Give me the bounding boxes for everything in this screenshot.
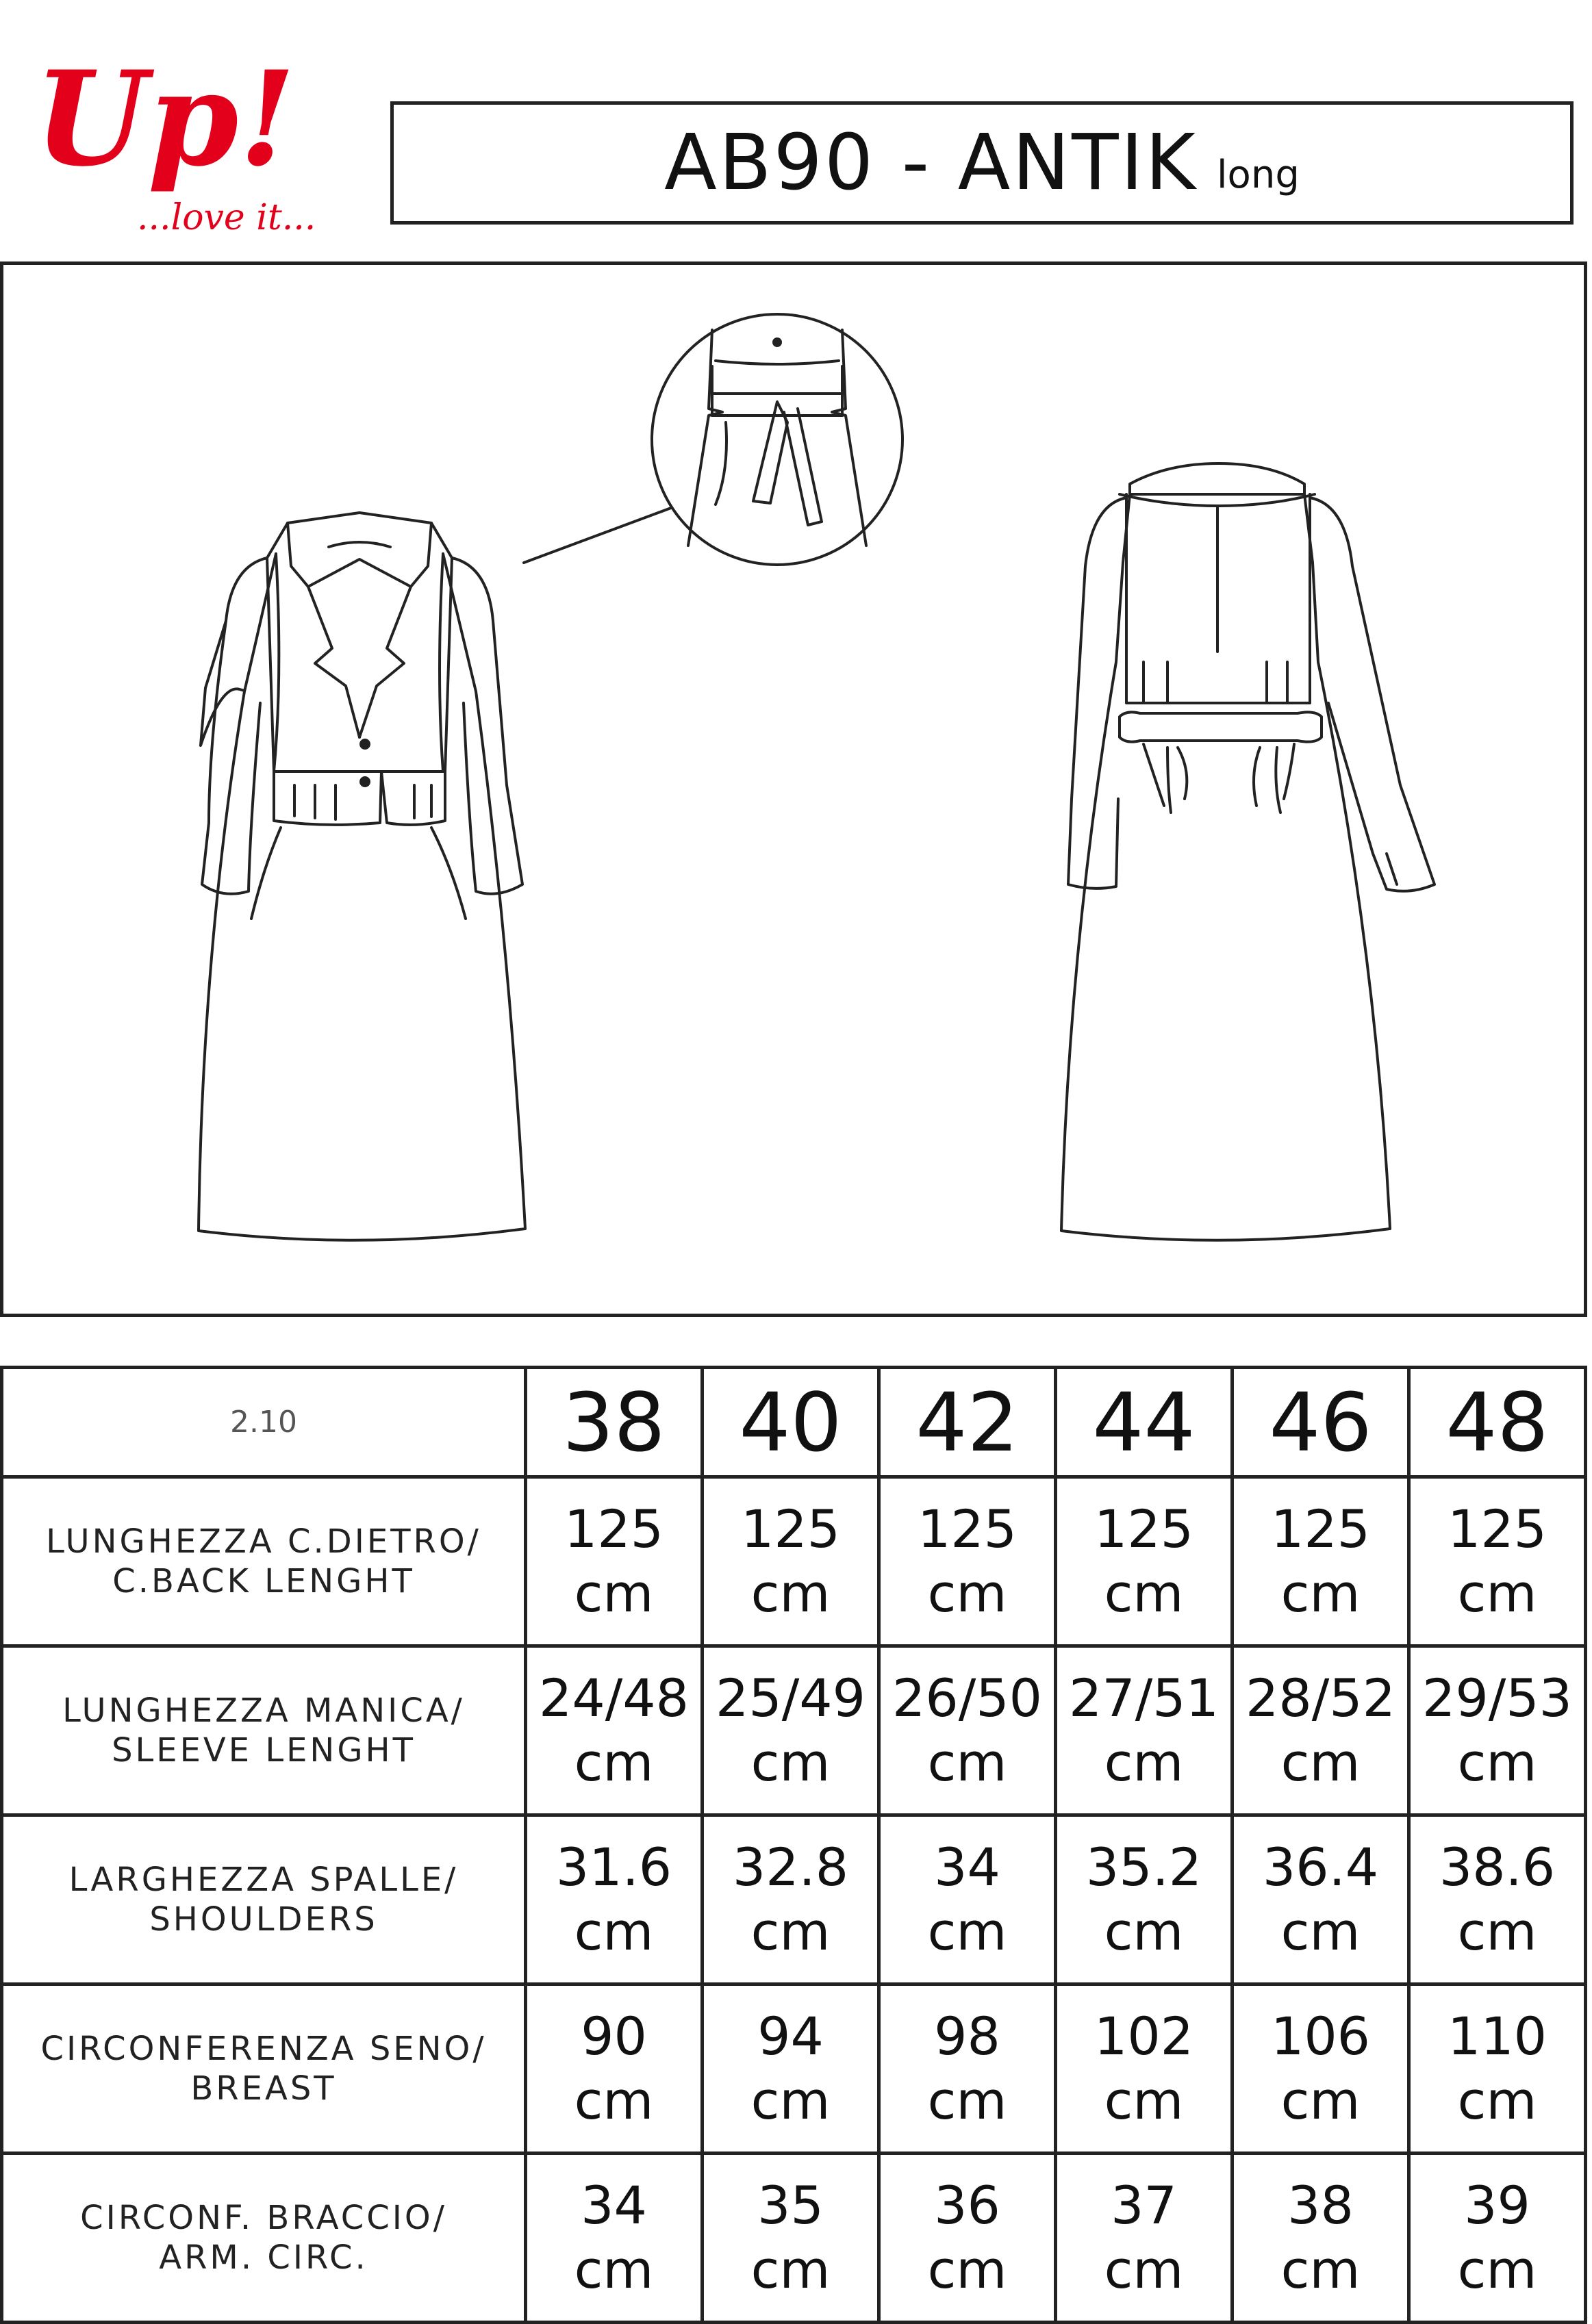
back-view-drawing [1061,463,1435,1240]
cell-value: 98 [934,2006,1000,2067]
cell-unit: cm [927,2070,1007,2131]
table-row-back-length [2,1477,1586,1646]
size-header-row [2,1368,1586,1477]
table-cell [703,1815,879,1984]
cell-unit: cm [1280,1563,1361,1624]
cell-unit: cm [1457,2239,1537,2300]
cell-unit: cm [1104,2239,1184,2300]
cell-value: 125 [1270,1498,1371,1559]
row-label-line2: BREAST [190,2069,337,2108]
table-cell [526,1815,703,1984]
cell-unit: cm [750,2070,831,2131]
cell-value: 36 [934,2175,1000,2236]
brand-logo [27,27,349,240]
cell-value: 34 [934,1837,1000,1898]
row-label-line2: C.BACK LENGHT [112,1562,415,1600]
cell-value: 38.6 [1439,1837,1556,1898]
cell-value: 25/49 [715,1668,866,1728]
row-label [2,1646,526,1815]
cell-value: 24/48 [538,1668,690,1728]
cell-value: 125 [740,1498,841,1559]
row-label-line1: LUNGHEZZA MANICA/ [62,1691,465,1730]
cell-unit: cm [574,1732,654,1793]
cell-value: 36.4 [1262,1837,1379,1898]
logo-wordmark: Up! [34,42,296,195]
table-cell [879,1984,1056,2154]
cell-value: 38 [1287,2175,1354,2236]
cell-unit: cm [1280,2239,1361,2300]
cell-value: 34 [581,2175,647,2236]
cell-unit: cm [1104,1732,1184,1793]
cell-value: 125 [1447,1498,1547,1559]
table-row-arm-circ [2,2154,1586,2323]
cell-value: 35 [757,2175,824,2236]
row-label [2,1984,526,2154]
table-cell [1056,1477,1233,1646]
technical-drawing-panel [0,261,1587,1317]
cell-unit: cm [1104,1563,1184,1624]
row-label [2,2154,526,2323]
table-cell [526,1984,703,2154]
cell-unit: cm [1457,2070,1537,2131]
cell-unit: cm [927,1901,1007,1962]
size-header-40: 40 [703,1368,879,1477]
size-chart-table [0,1366,1587,2324]
row-label-line1: LUNGHEZZA C.DIETRO/ [46,1522,481,1561]
table-cell [1233,1984,1409,2154]
cell-unit: cm [1104,2070,1184,2131]
table-cell [526,1477,703,1646]
logo-tagline: ...love it... [137,197,316,238]
cell-unit: cm [927,1563,1007,1624]
front-view-drawing [199,513,525,1240]
size-header-42: 42 [879,1368,1056,1477]
cell-unit: cm [750,2239,831,2300]
table-cell [526,2154,703,2323]
table-row-shoulders [2,1815,1586,1984]
row-label [2,1815,526,1984]
belt-detail-drawing [524,314,902,565]
size-header-44: 44 [1056,1368,1233,1477]
row-label-line1: CIRCONFERENZA SENO/ [40,2030,487,2068]
table-cell [879,1646,1056,1815]
size-header-46: 46 [1233,1368,1409,1477]
table-cell [1409,1477,1586,1646]
cell-unit: cm [1457,1901,1537,1962]
brand-logo-graphic [27,27,349,240]
table-cell [1233,2154,1409,2323]
cell-unit: cm [574,2239,654,2300]
title-box [390,101,1574,225]
cell-value: 94 [757,2006,824,2067]
row-label-line1: LARGHEZZA SPALLE/ [68,1861,459,1899]
cell-value: 102 [1094,2006,1194,2067]
cell-value: 27/51 [1068,1668,1220,1728]
table-cell [1409,2154,1586,2323]
table-cell [1409,1815,1586,1984]
garment-drawings [3,265,1585,1315]
cell-unit: cm [1280,2070,1361,2131]
table-cell [1056,1646,1233,1815]
cell-value: 26/50 [892,1668,1043,1728]
table-cell [1056,2154,1233,2323]
table-row-breast [2,1984,1586,2154]
table-cell [1056,1815,1233,1984]
cell-unit: cm [1457,1732,1537,1793]
table-cell [1409,1646,1586,1815]
table-cell [1233,1646,1409,1815]
cell-unit: cm [1457,1563,1537,1624]
table-cell [1056,1984,1233,2154]
cell-value: 29/53 [1422,1668,1573,1728]
cell-value: 125 [917,1498,1018,1559]
cell-value: 28/52 [1245,1668,1396,1728]
table-cell [703,2154,879,2323]
cell-unit: cm [1280,1732,1361,1793]
row-label-line2: ARM. CIRC. [159,2238,368,2277]
cell-value: 37 [1111,2175,1177,2236]
row-label-line1: CIRCONF. BRACCIO/ [80,2199,447,2237]
cell-value: 106 [1270,2006,1371,2067]
size-header-48: 48 [1409,1368,1586,1477]
table-cell [1233,1815,1409,1984]
table-cell [703,1477,879,1646]
cell-value: 32.8 [732,1837,849,1898]
cell-unit: cm [750,1901,831,1962]
cell-value: 125 [1094,1498,1194,1559]
cell-value: 110 [1447,2006,1547,2067]
cell-unit: cm [750,1563,831,1624]
table-cell [1409,1984,1586,2154]
cell-unit: cm [750,1732,831,1793]
table-cell [1233,1477,1409,1646]
table-cell [526,1646,703,1815]
cell-unit: cm [574,1901,654,1962]
cell-unit: cm [1280,1901,1361,1962]
table-cell [879,2154,1056,2323]
cell-value: 90 [581,2006,647,2067]
product-variant: long [1217,152,1300,197]
cell-value: 39 [1464,2175,1530,2236]
row-label-line2: SLEEVE LENGHT [112,1731,416,1770]
cell-unit: cm [1104,1901,1184,1962]
table-corner-label: 2.10 [2,1368,526,1477]
table-cell [879,1815,1056,1984]
row-label-line2: SHOULDERS [149,1900,378,1939]
row-label [2,1477,526,1646]
cell-unit: cm [927,2239,1007,2300]
table-cell [703,1984,879,2154]
cell-value: 31.6 [555,1837,672,1898]
table-cell [879,1477,1056,1646]
cell-value: 35.2 [1085,1837,1202,1898]
table-row-sleeve-length [2,1646,1586,1815]
cell-unit: cm [574,2070,654,2131]
cell-unit: cm [927,1732,1007,1793]
product-code: AB90 - ANTIK [664,118,1198,207]
table-cell [703,1646,879,1815]
size-header-38: 38 [526,1368,703,1477]
cell-value: 125 [564,1498,664,1559]
cell-unit: cm [574,1563,654,1624]
